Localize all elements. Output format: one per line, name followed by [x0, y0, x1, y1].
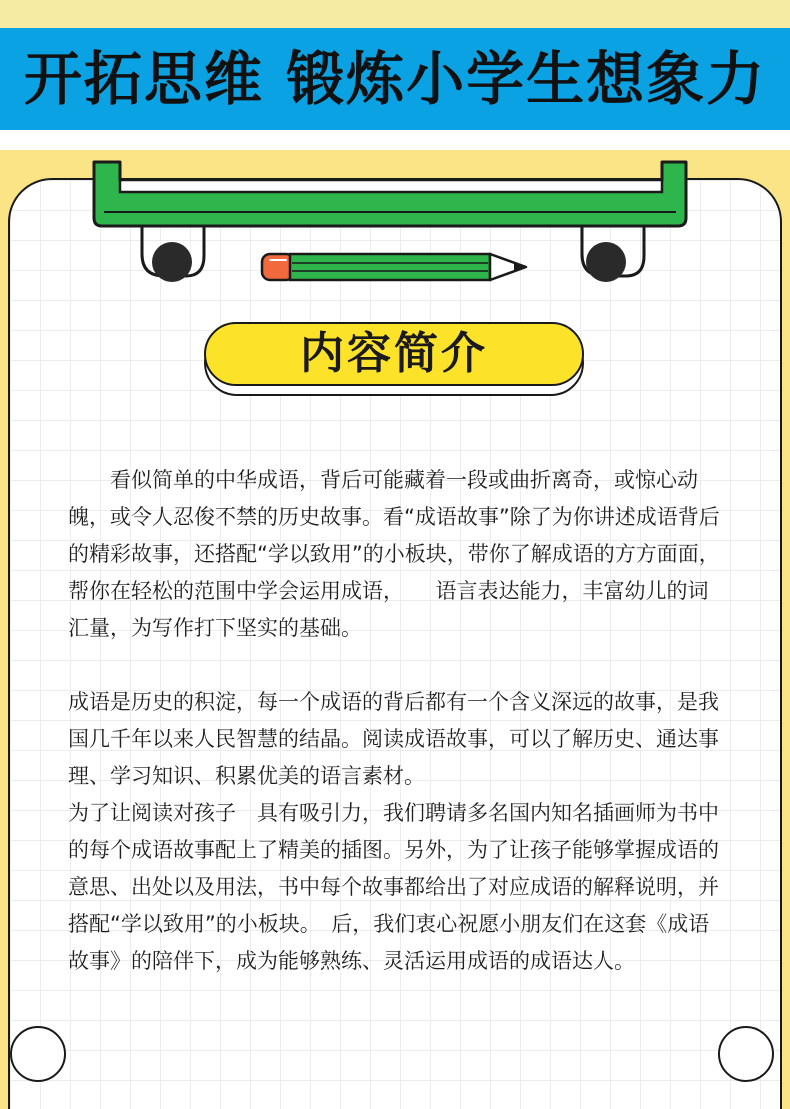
- green-clip-icon: [94, 162, 686, 226]
- section-title-pill: [204, 322, 584, 386]
- intro-paragraph-1: 看似简单的中华成语，背后可能藏着一段或曲折离奇，或惊心动魄，或令人忍俊不禁的历史故事。看“成语故事”除了为你讲述成语背后的精彩故事，还搭配“学以致用”的小板块，带你了解成语的方方面面，帮你在轻松的范围中学会运用成语， 语言表达能力，丰富幼儿的词汇量，为写作打下坚实的基础。: [68, 468, 720, 640]
- top-strip: [0, 0, 790, 28]
- page-title: 开拓思维 锻炼小学生想象力: [23, 45, 767, 113]
- corner-circle-left: [10, 1026, 66, 1082]
- pencil-icon: [262, 254, 526, 280]
- intro-content: [68, 462, 720, 980]
- intro-paragraph-3: 为了让阅读对孩子 具有吸引力，我们聘请多名国内知名插画师为书中的每个成语故事配上了精美的插图。另外，为了让孩子能够掌握成语的意思、出处以及用法，书中每个故事都给出了对应成语的解释说明，并搭配“学以致用”的小板块。 后，我们衷心祝愿小朋友们在这套《成语故事》的陪伴下，成为能够熟练、灵活运用成语的成语达人。: [68, 801, 719, 973]
- intro-paragraph-2: 成语是历史的积淀，每一个成语的背后都有一个含义深远的故事，是我国几千年以来人民智慧的结晶。阅读成语故事，可以了解历史、通达事理、学习知识、积累优美的语言素材。: [68, 690, 719, 788]
- section-title: 内容简介: [300, 328, 488, 379]
- title-banner: [0, 28, 790, 130]
- gap-strip: [0, 130, 790, 150]
- clipboard-clip-icon: [80, 150, 720, 300]
- corner-circle-right: [718, 1026, 774, 1082]
